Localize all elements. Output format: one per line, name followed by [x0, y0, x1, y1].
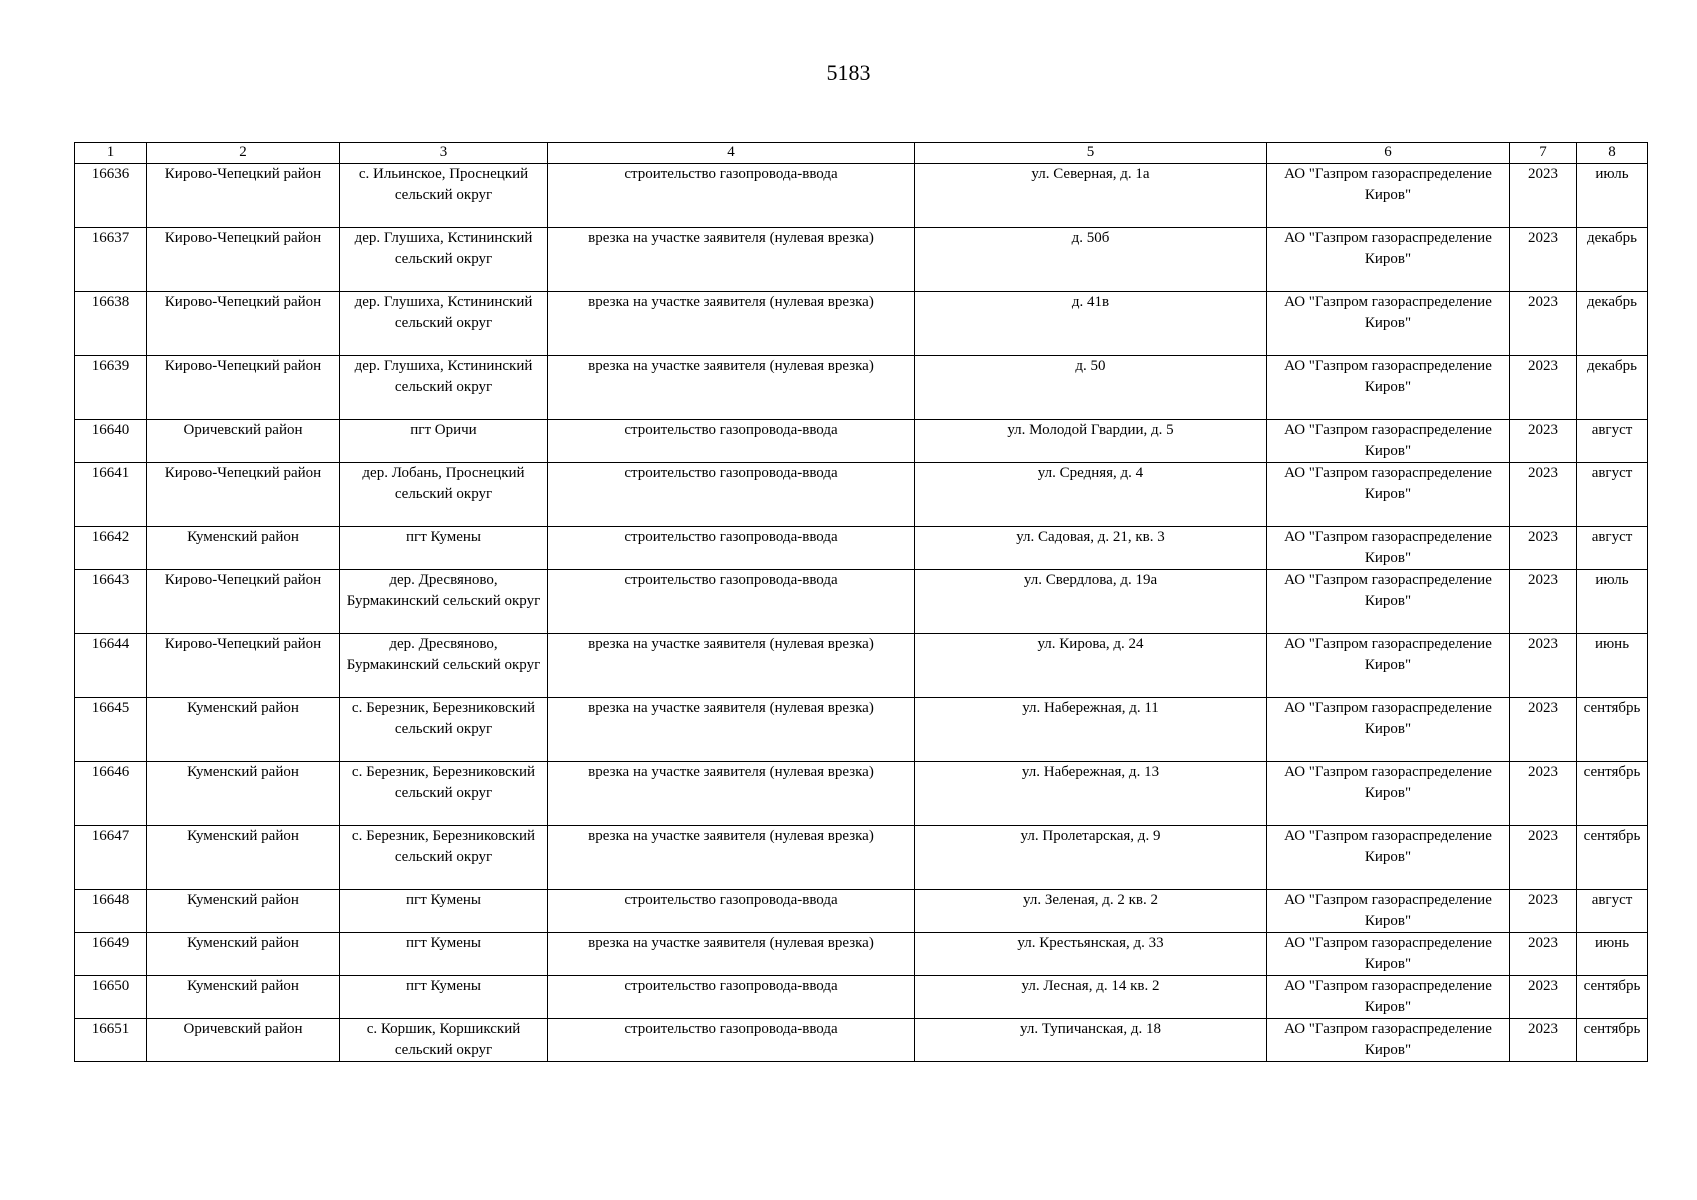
table-row: [75, 698, 1648, 762]
organization-cell: АО "Газпром газораспределение Киров": [1267, 420, 1510, 463]
district-cell: Оричевский район: [147, 420, 340, 463]
column-header: 1: [75, 143, 147, 164]
locality-cell: пгт Кумены: [340, 933, 548, 976]
work-type-cell: врезка на участке заявителя (нулевая врезка): [548, 356, 915, 420]
address-cell: д. 41в: [915, 292, 1267, 356]
organization-cell: АО "Газпром газораспределение Киров": [1267, 762, 1510, 826]
district-cell: Кирово-Чепецкий район: [147, 463, 340, 527]
work-type-cell: строительство газопровода-ввода: [548, 890, 915, 933]
month-cell: июль: [1577, 164, 1648, 228]
month-cell: сентябрь: [1577, 762, 1648, 826]
column-header: 7: [1510, 143, 1577, 164]
organization-cell: АО "Газпром газораспределение Киров": [1267, 933, 1510, 976]
district-cell: Куменский район: [147, 890, 340, 933]
row-number-cell: 16638: [75, 292, 147, 356]
page-number: 5183: [826, 60, 871, 85]
table-row: [75, 826, 1648, 890]
address-cell: ул. Крестьянская, д. 33: [915, 933, 1267, 976]
table-row: [75, 228, 1648, 292]
table-row: [75, 527, 1648, 570]
work-type-cell: врезка на участке заявителя (нулевая врезка): [548, 698, 915, 762]
locality-cell: с. Березник, Березниковский сельский округ: [340, 762, 548, 826]
year-cell: 2023: [1510, 634, 1577, 698]
table-row: [75, 420, 1648, 463]
work-type-cell: врезка на участке заявителя (нулевая врезка): [548, 634, 915, 698]
address-cell: ул. Северная, д. 1а: [915, 164, 1267, 228]
year-cell: 2023: [1510, 1019, 1577, 1062]
district-cell: Куменский район: [147, 826, 340, 890]
organization-cell: АО "Газпром газораспределение Киров": [1267, 890, 1510, 933]
month-cell: декабрь: [1577, 228, 1648, 292]
column-header: 6: [1267, 143, 1510, 164]
district-cell: Кирово-Чепецкий район: [147, 634, 340, 698]
address-cell: ул. Свердлова, д. 19а: [915, 570, 1267, 634]
row-number-cell: 16641: [75, 463, 147, 527]
year-cell: 2023: [1510, 570, 1577, 634]
address-cell: ул. Набережная, д. 13: [915, 762, 1267, 826]
organization-cell: АО "Газпром газораспределение Киров": [1267, 228, 1510, 292]
table-row: [75, 890, 1648, 933]
work-type-cell: строительство газопровода-ввода: [548, 570, 915, 634]
district-cell: Куменский район: [147, 698, 340, 762]
organization-cell: АО "Газпром газораспределение Киров": [1267, 527, 1510, 570]
address-cell: ул. Молодой Гвардии, д. 5: [915, 420, 1267, 463]
year-cell: 2023: [1510, 826, 1577, 890]
district-cell: Кирово-Чепецкий район: [147, 228, 340, 292]
address-cell: ул. Средняя, д. 4: [915, 463, 1267, 527]
year-cell: 2023: [1510, 292, 1577, 356]
district-cell: Кирово-Чепецкий район: [147, 356, 340, 420]
locality-cell: дер. Глушиха, Кстининский сельский округ: [340, 228, 548, 292]
table-row: [75, 292, 1648, 356]
column-header: 4: [548, 143, 915, 164]
month-cell: сентябрь: [1577, 976, 1648, 1019]
month-cell: июнь: [1577, 634, 1648, 698]
year-cell: 2023: [1510, 164, 1577, 228]
row-number-cell: 16646: [75, 762, 147, 826]
column-header: 3: [340, 143, 548, 164]
locality-cell: дер. Глушиха, Кстининский сельский округ: [340, 356, 548, 420]
column-header: 5: [915, 143, 1267, 164]
month-cell: декабрь: [1577, 356, 1648, 420]
locality-cell: с. Березник, Березниковский сельский округ: [340, 698, 548, 762]
locality-cell: пгт Кумены: [340, 890, 548, 933]
year-cell: 2023: [1510, 420, 1577, 463]
address-cell: ул. Кирова, д. 24: [915, 634, 1267, 698]
organization-cell: АО "Газпром газораспределение Киров": [1267, 634, 1510, 698]
month-cell: июль: [1577, 570, 1648, 634]
year-cell: 2023: [1510, 890, 1577, 933]
work-type-cell: строительство газопровода-ввода: [548, 420, 915, 463]
table-row: [75, 570, 1648, 634]
locality-cell: дер. Дресвяново, Бурмакинский сельский округ: [340, 634, 548, 698]
month-cell: август: [1577, 420, 1648, 463]
row-number-cell: 16643: [75, 570, 147, 634]
row-number-cell: 16642: [75, 527, 147, 570]
year-cell: 2023: [1510, 527, 1577, 570]
row-number-cell: 16640: [75, 420, 147, 463]
table-row: [75, 634, 1648, 698]
organization-cell: АО "Газпром газораспределение Киров": [1267, 698, 1510, 762]
row-number-cell: 16637: [75, 228, 147, 292]
month-cell: август: [1577, 463, 1648, 527]
address-cell: ул. Садовая, д. 21, кв. 3: [915, 527, 1267, 570]
row-number-cell: 16649: [75, 933, 147, 976]
locality-cell: пгт Оричи: [340, 420, 548, 463]
year-cell: 2023: [1510, 463, 1577, 527]
locality-cell: дер. Глушиха, Кстининский сельский округ: [340, 292, 548, 356]
month-cell: август: [1577, 890, 1648, 933]
district-cell: Кирово-Чепецкий район: [147, 164, 340, 228]
year-cell: 2023: [1510, 762, 1577, 826]
table-row: [75, 933, 1648, 976]
organization-cell: АО "Газпром газораспределение Киров": [1267, 570, 1510, 634]
table-row: [75, 1019, 1648, 1062]
organization-cell: АО "Газпром газораспределение Киров": [1267, 1019, 1510, 1062]
organization-cell: АО "Газпром газораспределение Киров": [1267, 292, 1510, 356]
work-type-cell: врезка на участке заявителя (нулевая врезка): [548, 228, 915, 292]
month-cell: сентябрь: [1577, 698, 1648, 762]
locality-cell: с. Березник, Березниковский сельский округ: [340, 826, 548, 890]
table-row: [75, 976, 1648, 1019]
month-cell: декабрь: [1577, 292, 1648, 356]
table-row: [75, 463, 1648, 527]
work-type-cell: строительство газопровода-ввода: [548, 463, 915, 527]
district-cell: Кирово-Чепецкий район: [147, 570, 340, 634]
organization-cell: АО "Газпром газораспределение Киров": [1267, 164, 1510, 228]
year-cell: 2023: [1510, 976, 1577, 1019]
year-cell: 2023: [1510, 933, 1577, 976]
organization-cell: АО "Газпром газораспределение Киров": [1267, 356, 1510, 420]
address-cell: д. 50б: [915, 228, 1267, 292]
address-cell: ул. Пролетарская, д. 9: [915, 826, 1267, 890]
row-number-cell: 16645: [75, 698, 147, 762]
row-number-cell: 16636: [75, 164, 147, 228]
address-cell: ул. Зеленая, д. 2 кв. 2: [915, 890, 1267, 933]
table-row: [75, 356, 1648, 420]
organization-cell: АО "Газпром газораспределение Киров": [1267, 826, 1510, 890]
row-number-cell: 16648: [75, 890, 147, 933]
work-type-cell: строительство газопровода-ввода: [548, 527, 915, 570]
address-cell: ул. Тупичанская, д. 18: [915, 1019, 1267, 1062]
row-number-cell: 16644: [75, 634, 147, 698]
month-cell: сентябрь: [1577, 826, 1648, 890]
district-cell: Куменский район: [147, 762, 340, 826]
row-number-cell: 16650: [75, 976, 147, 1019]
row-number-cell: 16647: [75, 826, 147, 890]
locality-cell: пгт Кумены: [340, 527, 548, 570]
column-header: 8: [1577, 143, 1648, 164]
row-number-cell: 16651: [75, 1019, 147, 1062]
month-cell: август: [1577, 527, 1648, 570]
work-type-cell: врезка на участке заявителя (нулевая врезка): [548, 292, 915, 356]
locality-cell: дер. Лобань, Проснецкий сельский округ: [340, 463, 548, 527]
table-row: [75, 164, 1648, 228]
table-body: [75, 164, 1648, 1062]
district-cell: Оричевский район: [147, 1019, 340, 1062]
district-cell: Кирово-Чепецкий район: [147, 292, 340, 356]
work-type-cell: строительство газопровода-ввода: [548, 1019, 915, 1062]
address-cell: ул. Лесная, д. 14 кв. 2: [915, 976, 1267, 1019]
locality-cell: с. Ильинское, Проснецкий сельский округ: [340, 164, 548, 228]
locality-cell: дер. Дресвяново, Бурмакинский сельский округ: [340, 570, 548, 634]
district-cell: Куменский район: [147, 976, 340, 1019]
work-type-cell: врезка на участке заявителя (нулевая врезка): [548, 826, 915, 890]
header-row: [75, 143, 1648, 164]
year-cell: 2023: [1510, 228, 1577, 292]
year-cell: 2023: [1510, 698, 1577, 762]
row-number-cell: 16639: [75, 356, 147, 420]
month-cell: сентябрь: [1577, 1019, 1648, 1062]
district-cell: Куменский район: [147, 527, 340, 570]
locality-cell: пгт Кумены: [340, 976, 548, 1019]
work-type-cell: строительство газопровода-ввода: [548, 976, 915, 1019]
month-cell: июнь: [1577, 933, 1648, 976]
locality-cell: с. Коршик, Коршикский сельский округ: [340, 1019, 548, 1062]
organization-cell: АО "Газпром газораспределение Киров": [1267, 976, 1510, 1019]
organization-cell: АО "Газпром газораспределение Киров": [1267, 463, 1510, 527]
address-cell: д. 50: [915, 356, 1267, 420]
column-header: 2: [147, 143, 340, 164]
table-row: [75, 762, 1648, 826]
year-cell: 2023: [1510, 356, 1577, 420]
data-table: [74, 142, 1648, 1062]
work-type-cell: врезка на участке заявителя (нулевая врезка): [548, 762, 915, 826]
work-type-cell: строительство газопровода-ввода: [548, 164, 915, 228]
work-type-cell: врезка на участке заявителя (нулевая врезка): [548, 933, 915, 976]
address-cell: ул. Набережная, д. 11: [915, 698, 1267, 762]
district-cell: Куменский район: [147, 933, 340, 976]
